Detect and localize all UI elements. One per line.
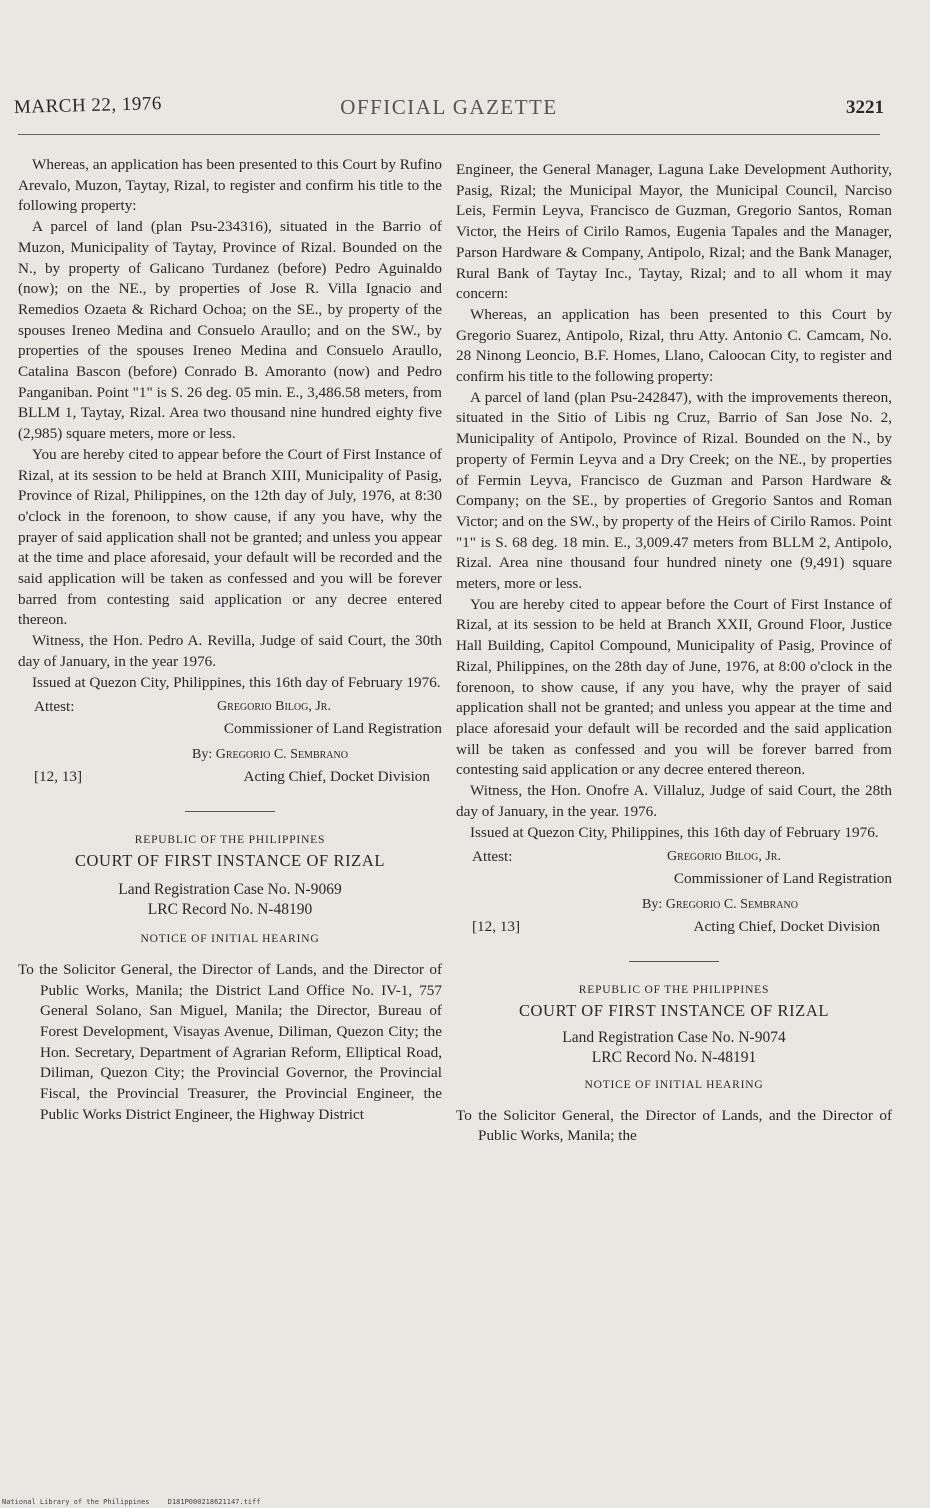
library-credit: National Library of the Philippines [2,1498,150,1506]
by-prefix: By: [192,747,213,763]
court-heading: COURT OF FIRST INSTANCE OF RIZAL [518,1000,830,1020]
page-header [14,93,884,127]
whereas-paragraph: Whereas, an application has been presented to this Court by Rufino Arevalo, Muzon, Taytay, Rizal, to register and confirm his title to the following property: [18,156,442,215]
section-divider [185,811,275,812]
witness-paragraph: Witness, the Hon. Onofre A. Villaluz, Judge of said Court, the 28th day of January, in the year. 1976. [456,782,892,820]
scan-filename: D181P000218621147.tiff [167,1498,261,1506]
header-rule [18,134,880,135]
citation-paragraph: You are hereby cited to appear before the Court of First Instance of Rizal, at its session to be held at Branch XXII, Ground Floor, Justice Hall Building, Capitol Compound, Municipality of Pasig, Province of Rizal, Philippines, on the 28th day of June, 1976, at 8:00 o'clock in the forenoon, to show cause, if any you have, why the prayer of said application shall not be granted; and unless you appear at the time and place aforesaid your default will be recorded and the said application will be taken as confessed and you will be forever barred from contesting said application or any decree entered thereon. [456,595,892,779]
property-description: A parcel of land (plan Psu-234316), situated in the Barrio of Muzon, Municipality of Taytay, Province of Rizal. Bounded on the N., by property of Galicano Turdanez (before) Pedro Aguinaldo (now); on the NE., by properties of Jose R. Villa Ignacio and Remedios Ozaeta & Richard Ochoa; on the SE., by property of the spouses Ireneo Medina and Consuelo Araullo; and on the SW., by properties of the spouses Ireneo Medina and Consuelo Araullo, Catalina Bascon (before) Conrado B. Amoranto (now) and Pedro Panganiban. Point "1" is S. 26 deg. 05 min. E., 3,486.58 meters, from BLLM 1, Taytay, Rizal. Area two thousand nine hundred eighty five (2,985) square meters, more or less. [18,218,442,443]
commissioner-name: Gregorio Bilog, Jr. [667,849,781,865]
section-divider [629,961,719,962]
publication-ref: [12, 13] [34,768,83,786]
case-number: Land Registration Case No. N-9069 [118,880,342,898]
notice-heading: NOTICE OF INITIAL HEARING [140,933,320,946]
publication-title: OFFICIAL GAZETTE [340,95,558,119]
publication-ref: [12, 13] [472,918,521,936]
property-description: A parcel of land (plan Psu-242847), with the improvements thereon, situated in the Sitio of Libis ng Cruz, Barrio of San Jose No. 2, Municipality of Antipolo, Province of Rizal. Bounded on the N., by property of Fermin Leyva and a Dry Creek; on the NE., by properties of Fermin Leyva, Francisco de Guzman and Parson Hardware & Company; on the SE., by properties of Gregorio Santos and Roman Victor; and on the SW., by property of the Heirs of Cirilo Ramos. Point "1" is S. 68 deg. 18 min. E., 3,009.47 meters from BLLM 2, Antipolo, Rizal. Area nine thousand four hundred ninety one (9,491) square meters, more or less. [456,388,892,593]
commissioner-title: Commissioner of Land Registration [673,870,892,888]
left-column [18,155,442,1125]
case-number: Land Registration Case No. N-9074 [562,1028,786,1046]
attest-label: Attest: [34,698,75,716]
right-column [456,160,892,1147]
by-line [570,895,870,916]
court-heading: COURT OF FIRST INSTANCE OF RIZAL [74,850,386,870]
addressees: To the Solicitor General, the Director of Lands, and the Director of Public Works, Manila; the [456,1106,892,1145]
attestation-block [18,697,442,789]
commissioner-title: Commissioner of Land Registration [223,720,442,738]
issued-paragraph: Issued at Quezon City, Philippines, this 16th day of February 1976. [470,823,879,841]
docket-chief-title: Acting Chief, Docket Division [693,918,880,936]
addressees: To the Solicitor General, the Director of Lands, and the Director of Public Works, Manila; the District Land Office No. IV-1, 757 General Solano, San Miguel, Manila; the Director, Bureau of Forest Development, Visayas Avenue, Diliman, Quezon City; the Hon. Secretary, Department of Agrarian Reform, Elliptical Road, Diliman, Quezon City; the Provincial Governor, the Provincial Fiscal, the Provincial Treasurer, the Provincial Engineer, the Public Works District Engineer, the Highway District [18,960,442,1123]
witness-paragraph: Witness, the Hon. Pedro A. Revilla, Judge of said Court, the 30th day of January, in the year 1976. [18,632,442,670]
whereas-paragraph: Whereas, an application has been presented to this Court by Gregorio Suarez, Antipolo, Rizal, thru Atty. Antonio C. Camcam, No. 28 Ninong Leoncio, B.F. Homes, Llano, Caloocan City, to register and confirm his title to the following property: [456,305,892,386]
republic-heading: REPUBLIC OF THE PHILIPPINES [578,984,770,997]
scan-footer [2,1498,274,1506]
lrc-record: LRC Record No. N-48191 [591,1049,757,1067]
page-number: 3221 [846,97,884,118]
notice-heading: NOTICE OF INITIAL HEARING [584,1079,764,1092]
addressees-continued: Engineer, the General Manager, Laguna Lake Development Authority, Pasig, Rizal; the Municipal Mayor, the Municipal Council, Narciso Leis, Fermin Leyva, Francisco de Guzman, Gregorio Santos, Roman Victor, the Heirs of Cirilo Ramos, Eugenia Tapales and the Manager, Parson Hardware & Company, Antipolo, Rizal; and the Bank Manager, Rural Bank of Taytay Inc., Taytay, Rizal; and to all whom it may concern: [456,161,892,303]
republic-heading: REPUBLIC OF THE PHILIPPINES [134,834,326,847]
citation-paragraph: You are hereby cited to appear before the Court of First Instance of Rizal, at its session to be held at Branch XIII, Municipality of Pasig, Province of Rizal, Philippines, on the 12th day of July, 1976, at 8:30 o'clock in the forenoon, to show cause, if any you have, why the prayer of said application shall not be granted; and unless you appear at the time and place aforesaid, your default will be recorded and the said application will be taken as confessed and you will be forever barred from contesting said application or any decree entered thereon. [18,445,442,629]
docket-chief-name: Gregorio C. Sembrano [215,747,348,763]
attest-label: Attest: [472,848,513,866]
by-prefix: By: [642,897,663,913]
lrc-record: LRC Record No. N-48190 [147,901,313,919]
attestation-block [456,847,892,939]
by-line [120,745,420,766]
issued-paragraph: Issued at Quezon City, Philippines, this 16th day of February 1976. [32,673,441,691]
commissioner-name: Gregorio Bilog, Jr. [217,699,331,715]
issue-date: MARCH 22, 1976 [13,93,163,118]
docket-chief-name: Gregorio C. Sembrano [665,897,798,913]
docket-chief-title: Acting Chief, Docket Division [243,768,430,786]
